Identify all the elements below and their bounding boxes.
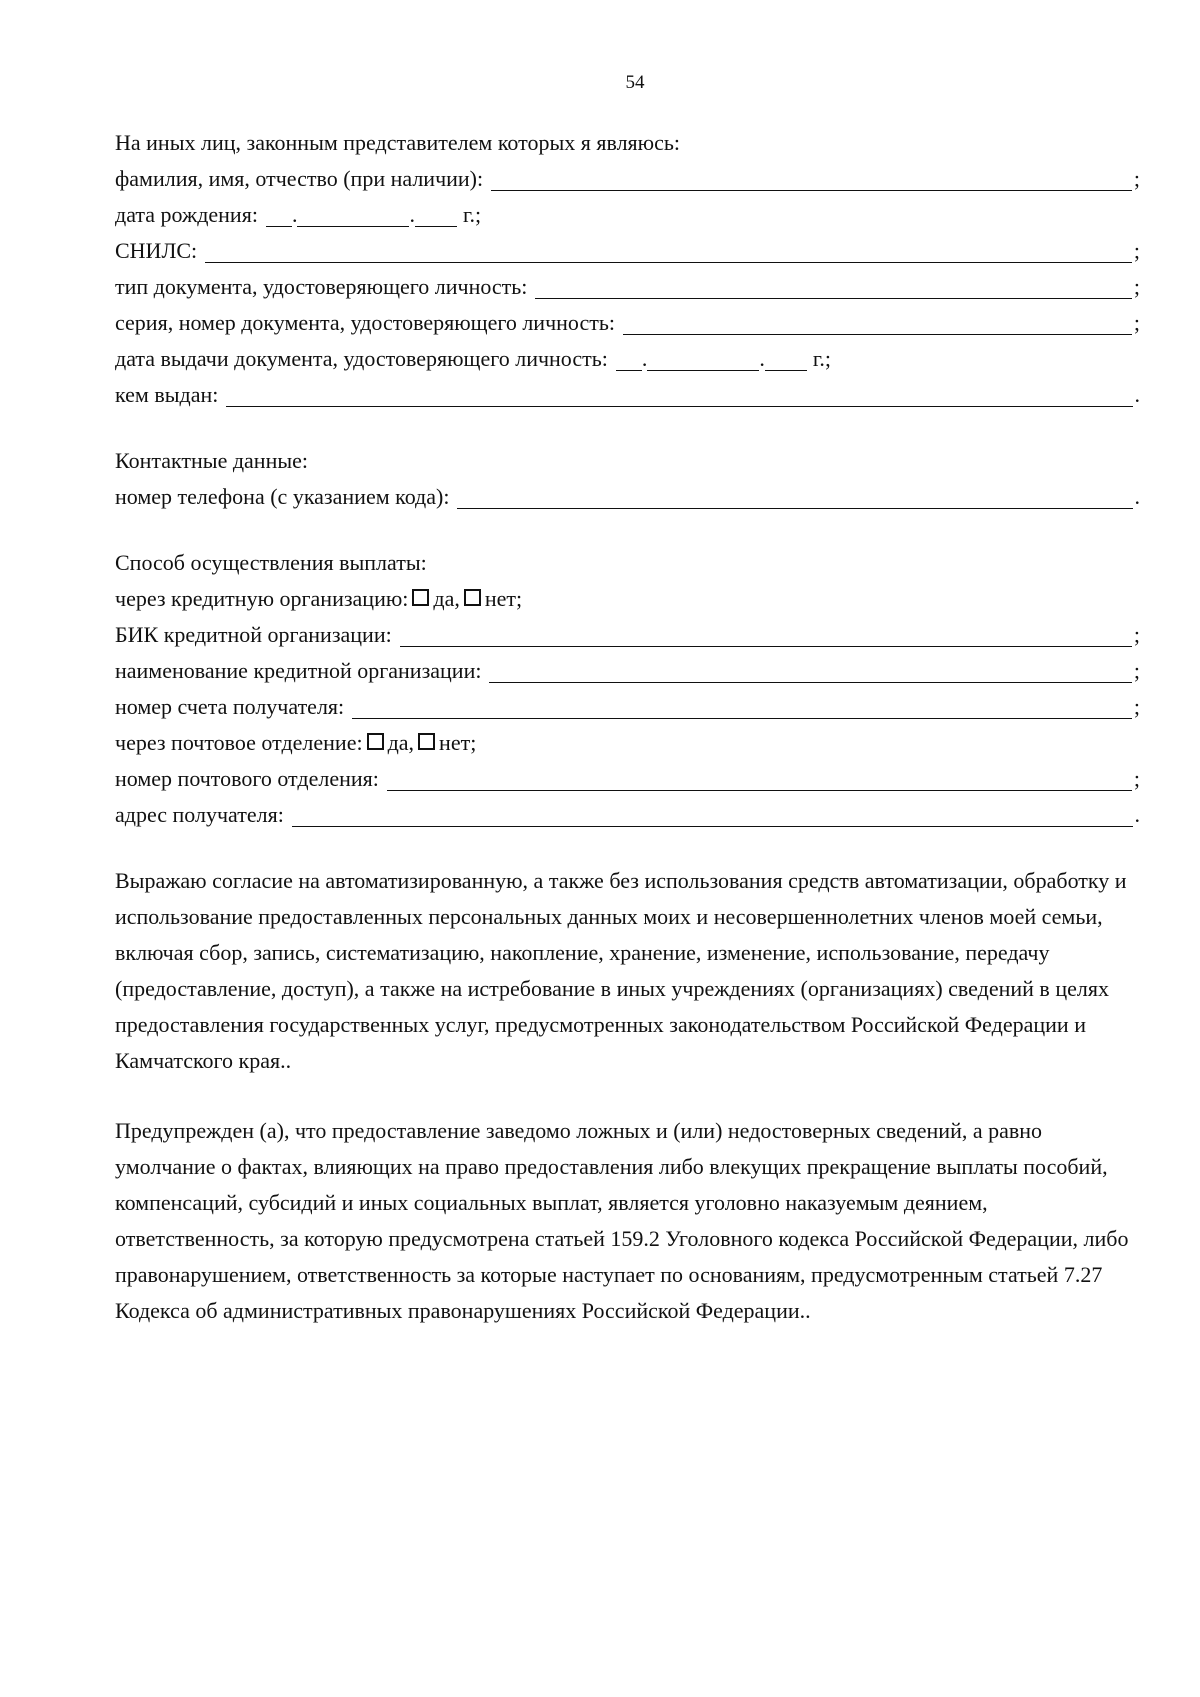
account-row <box>115 689 1140 725</box>
doc-type-semicolon: ; <box>1133 274 1140 299</box>
birth-day-field[interactable] <box>266 226 292 227</box>
doc-type-label: тип документа, удостоверяющего личность: <box>115 274 528 299</box>
doc-series-label: серия, номер документа, удостоверяющего личность: <box>115 310 615 335</box>
doc-series-row <box>115 305 1140 341</box>
snils-semicolon: ; <box>1133 238 1140 263</box>
bank-name-label: наименование кредитной организации: <box>115 658 482 683</box>
form-content <box>115 125 1140 1329</box>
warning-paragraph: Предупрежден (а), что предоставление заведомо ложных и (или) недостоверных сведений, а равно умолчание о фактах, влияющих на право предоставления либо влекущих прекращение выплаты пособий, компенсаций, субсидий и иных социальных выплат, является уголовно наказуемым деянием, ответственность, за которую предусмотрена статьей 159.2 Уголовного кодекса Российской Федерации, либо правонарушением, ответственность за которые наступает по основаниям, предусмотренным статьей 7.27 Кодекса об административных правонарушениях Российской Федерации.. <box>115 1118 1129 1323</box>
spacer <box>115 515 1140 545</box>
doc-series-field[interactable] <box>623 334 1132 335</box>
post-no-checkbox[interactable] <box>418 733 435 750</box>
post-yes-checkbox[interactable] <box>367 733 384 750</box>
address-row <box>115 797 1140 833</box>
bank-name-row <box>115 653 1140 689</box>
post-yes-label: да, <box>387 730 415 755</box>
payment-heading <box>115 545 1140 581</box>
post-no-label: нет; <box>439 730 477 755</box>
payment-heading-text: Способ осуществления выплаты: <box>115 550 427 575</box>
other-persons-heading-text: На иных лиц, законным представителем которых я являюсь: <box>115 130 681 155</box>
fio-row <box>115 161 1140 197</box>
doc-type-field[interactable] <box>535 298 1131 299</box>
doc-type-row <box>115 269 1140 305</box>
birth-year-suffix: г.; <box>462 202 482 227</box>
consent-paragraph: Выражаю согласие на автоматизированную, а также без использования средств автоматизации, обработку и использование предоставленных персональных данных моих и несовершеннолетних членов моей семьи, включая сбор, запись, систематизацию, накопление, хранение, изменение, использование, передачу (предоставление, доступ), а также на истребование в иных учреждениях (организациях) сведений в целях предоставления государственных услуг, предусмотренных законодательством Российской Федерации и Камчатского края.. <box>115 868 1127 1073</box>
doc-dot-1: . <box>641 346 648 371</box>
fio-semicolon: ; <box>1133 166 1140 191</box>
post-choice-label: через почтовое отделение: <box>115 730 363 755</box>
contacts-heading-text: Контактные данные: <box>115 448 308 473</box>
birth-row <box>115 197 1140 233</box>
address-label: адрес получателя: <box>115 802 284 827</box>
fio-field[interactable] <box>491 190 1132 191</box>
bik-row <box>115 617 1140 653</box>
bank-choice-row <box>115 581 1140 617</box>
spacer <box>115 1079 1140 1113</box>
contacts-heading <box>115 443 1140 479</box>
bik-label: БИК кредитной организации: <box>115 622 392 647</box>
post-number-row <box>115 761 1140 797</box>
issued-by-period: . <box>1134 382 1140 407</box>
snils-row <box>115 233 1140 269</box>
spacer <box>115 833 1140 863</box>
birth-month-field[interactable] <box>297 226 409 227</box>
bank-yes-checkbox[interactable] <box>412 589 429 606</box>
spacer <box>115 413 1140 443</box>
issued-by-label: кем выдан: <box>115 382 219 407</box>
phone-field[interactable] <box>457 508 1132 509</box>
birth-dot-1: . <box>291 202 298 227</box>
phone-label: номер телефона (с указанием кода): <box>115 484 450 509</box>
bank-no-checkbox[interactable] <box>464 589 481 606</box>
other-persons-heading <box>115 125 1140 161</box>
phone-period: . <box>1134 484 1140 509</box>
post-choice-row <box>115 725 1140 761</box>
doc-dot-2: . <box>759 346 765 371</box>
doc-series-semicolon: ; <box>1133 310 1140 335</box>
account-semicolon: ; <box>1133 694 1140 719</box>
doc-year-field[interactable] <box>765 370 807 371</box>
bik-semicolon: ; <box>1133 622 1140 647</box>
address-period: . <box>1134 802 1140 827</box>
doc-year-suffix: г.; <box>812 346 832 371</box>
issued-by-field[interactable] <box>226 406 1132 407</box>
bank-yes-label: да, <box>433 586 460 611</box>
issued-by-row <box>115 377 1140 413</box>
account-label: номер счета получателя: <box>115 694 345 719</box>
doc-date-label: дата выдачи документа, удостоверяющего личность: <box>115 346 608 371</box>
snils-label: СНИЛС: <box>115 238 198 263</box>
bank-choice-label: через кредитную организацию: <box>115 586 409 611</box>
birth-year-field[interactable] <box>415 226 457 227</box>
birth-dot-2: . <box>409 202 415 227</box>
bank-no-label: нет; <box>484 586 523 611</box>
fio-label: фамилия, имя, отчество (при наличии): <box>115 166 484 191</box>
bank-name-semicolon: ; <box>1133 658 1140 683</box>
doc-month-field[interactable] <box>647 370 759 371</box>
birth-label: дата рождения: <box>115 202 258 227</box>
post-number-semicolon: ; <box>1133 766 1140 791</box>
phone-row <box>115 479 1140 515</box>
account-field[interactable] <box>352 718 1132 719</box>
doc-day-field[interactable] <box>616 370 642 371</box>
bik-field[interactable] <box>400 646 1132 647</box>
post-number-label: номер почтового отделения: <box>115 766 379 791</box>
page-number: 54 <box>625 72 645 93</box>
address-field[interactable] <box>292 826 1133 827</box>
bank-name-field[interactable] <box>489 682 1131 683</box>
snils-field[interactable] <box>205 262 1132 263</box>
post-number-field[interactable] <box>387 790 1132 791</box>
doc-date-row <box>115 341 1140 377</box>
